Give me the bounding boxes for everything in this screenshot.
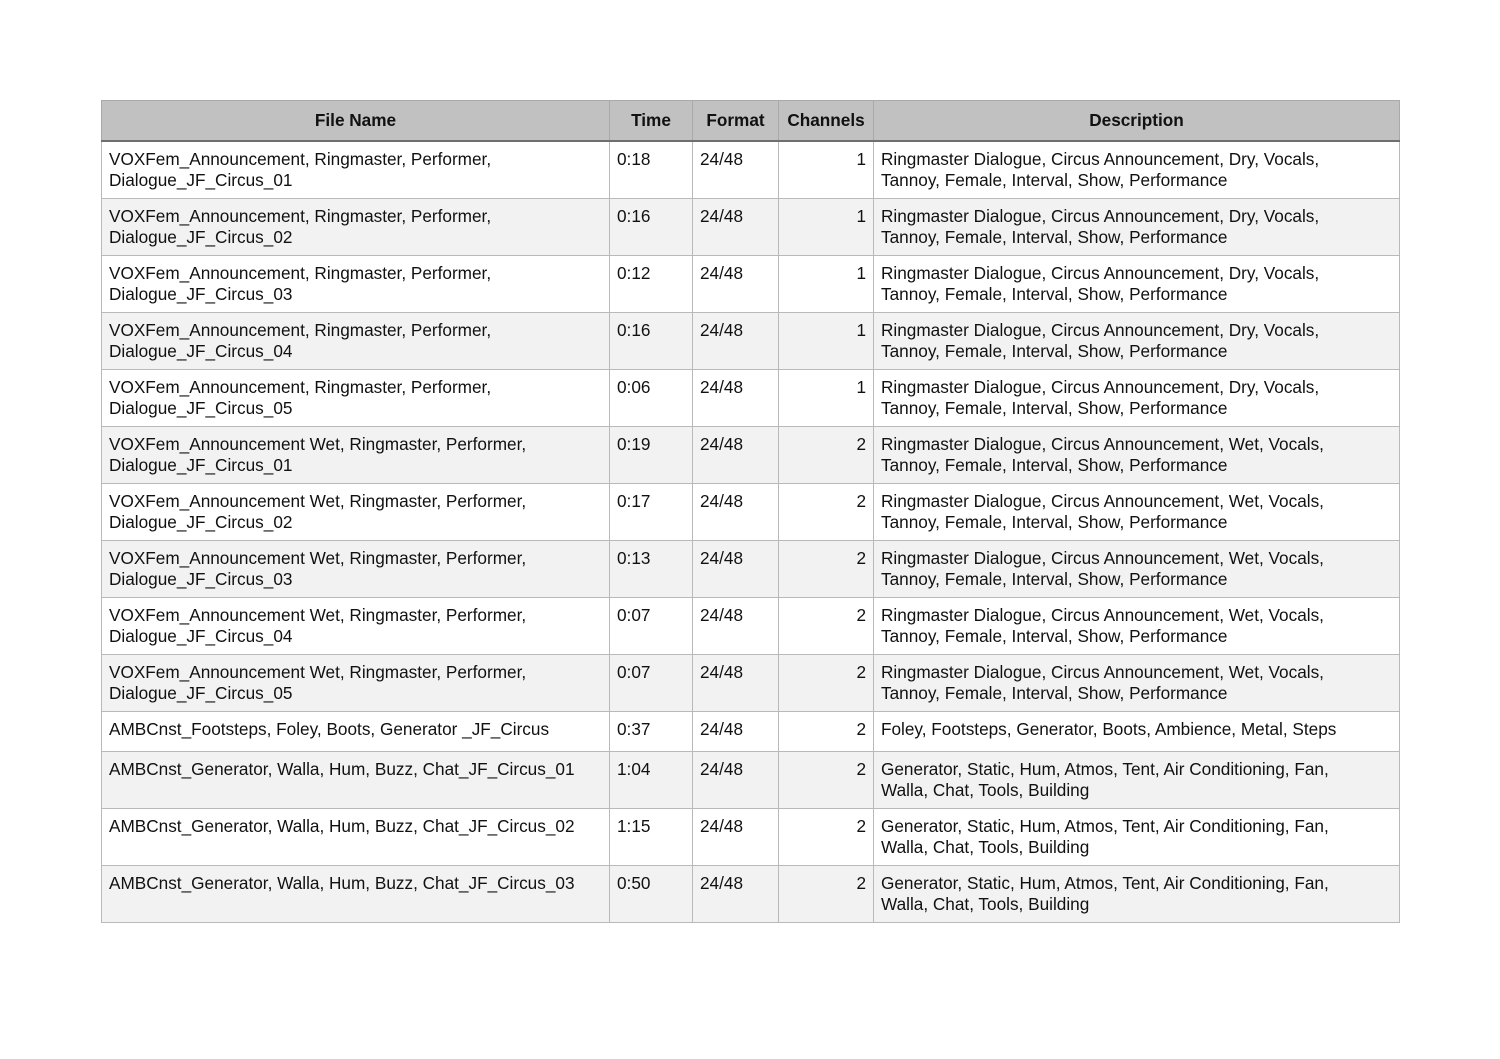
- file-name-cell: [102, 597, 610, 654]
- file-name-cell: [102, 865, 610, 922]
- table-row: [102, 312, 1400, 369]
- sound-library-sheet: [101, 100, 1399, 923]
- description-cell-line: Ringmaster Dialogue, Circus Announcement, Dry, Vocals,: [881, 319, 1320, 340]
- description-cell-line: Foley, Footsteps, Generator, Boots, Ambience, Metal, Steps: [881, 718, 1337, 739]
- file-name-cell: [102, 808, 610, 865]
- description-cell: [874, 751, 1400, 808]
- table-row: [102, 711, 1400, 751]
- file-name-cell-line: AMBCnst_Footsteps, Foley, Boots, Generator _JF_Circus: [109, 718, 550, 739]
- description-cell: [874, 483, 1400, 540]
- column-header-description: Description: [874, 101, 1400, 141]
- format-cell: 24/48: [693, 483, 779, 540]
- channels-cell: 1: [779, 369, 874, 426]
- file-name-cell-line: VOXFem_Announcement Wet, Ringmaster, Performer,: [109, 604, 527, 625]
- format-cell: 24/48: [693, 597, 779, 654]
- description-cell: [874, 369, 1400, 426]
- file-list-table: [101, 100, 1400, 923]
- file-name-cell-line: VOXFem_Announcement Wet, Ringmaster, Performer,: [109, 661, 527, 682]
- description-cell-line: Ringmaster Dialogue, Circus Announcement, Wet, Vocals,: [881, 490, 1324, 511]
- description-cell-line: Tannoy, Female, Interval, Show, Performance: [881, 626, 1228, 646]
- description-cell-line: Walla, Chat, Tools, Building: [881, 837, 1090, 857]
- description-cell-line: Ringmaster Dialogue, Circus Announcement, Dry, Vocals,: [881, 148, 1320, 169]
- file-name-cell-line: Dialogue_JF_Circus_01: [109, 170, 293, 190]
- file-name-cell-line: Dialogue_JF_Circus_05: [109, 683, 293, 703]
- format-cell: 24/48: [693, 808, 779, 865]
- time-cell: 0:17: [610, 483, 693, 540]
- file-name-cell: [102, 141, 610, 199]
- time-cell: 0:12: [610, 255, 693, 312]
- format-cell: 24/48: [693, 198, 779, 255]
- table-row: [102, 141, 1400, 199]
- description-cell: [874, 597, 1400, 654]
- table-row: [102, 255, 1400, 312]
- description-cell: [874, 654, 1400, 711]
- file-name-cell: [102, 426, 610, 483]
- time-cell: 0:37: [610, 711, 693, 751]
- description-cell-line: Tannoy, Female, Interval, Show, Performance: [881, 683, 1228, 703]
- time-cell: 0:07: [610, 654, 693, 711]
- description-cell-line: Tannoy, Female, Interval, Show, Performance: [881, 398, 1228, 418]
- format-cell: 24/48: [693, 711, 779, 751]
- table-row: [102, 865, 1400, 922]
- channels-cell: 1: [779, 141, 874, 199]
- file-name-cell-line: Dialogue_JF_Circus_01: [109, 455, 293, 475]
- time-cell: 0:13: [610, 540, 693, 597]
- format-cell: 24/48: [693, 369, 779, 426]
- file-name-cell: [102, 711, 610, 751]
- file-name-cell-line: AMBCnst_Generator, Walla, Hum, Buzz, Chat_JF_Circus_02: [109, 815, 575, 836]
- file-name-cell: [102, 369, 610, 426]
- description-cell-line: Ringmaster Dialogue, Circus Announcement, Dry, Vocals,: [881, 205, 1320, 226]
- file-name-cell: [102, 751, 610, 808]
- file-name-cell: [102, 255, 610, 312]
- description-cell: [874, 198, 1400, 255]
- description-cell-line: Generator, Static, Hum, Atmos, Tent, Air Conditioning, Fan,: [881, 815, 1329, 836]
- format-cell: 24/48: [693, 865, 779, 922]
- table-row: [102, 483, 1400, 540]
- description-cell: [874, 312, 1400, 369]
- description-cell-line: Tannoy, Female, Interval, Show, Performance: [881, 455, 1228, 475]
- format-cell: 24/48: [693, 540, 779, 597]
- description-cell-line: Ringmaster Dialogue, Circus Announcement, Wet, Vocals,: [881, 547, 1324, 568]
- file-name-cell-line: VOXFem_Announcement, Ringmaster, Performer,: [109, 205, 492, 226]
- channels-cell: 2: [779, 711, 874, 751]
- channels-cell: 2: [779, 483, 874, 540]
- file-name-cell-line: Dialogue_JF_Circus_02: [109, 227, 293, 247]
- table-row: [102, 597, 1400, 654]
- description-cell-line: Ringmaster Dialogue, Circus Announcement, Wet, Vocals,: [881, 661, 1324, 682]
- file-name-cell: [102, 198, 610, 255]
- column-header-time: Time: [610, 101, 693, 141]
- table-header-row: [102, 101, 1400, 141]
- description-cell: [874, 540, 1400, 597]
- channels-cell: 2: [779, 751, 874, 808]
- column-header-file-name: File Name: [102, 101, 610, 141]
- description-cell: [874, 255, 1400, 312]
- table-row: [102, 808, 1400, 865]
- time-cell: 0:16: [610, 198, 693, 255]
- channels-cell: 1: [779, 312, 874, 369]
- time-cell: 0:16: [610, 312, 693, 369]
- time-cell: 1:04: [610, 751, 693, 808]
- format-cell: 24/48: [693, 255, 779, 312]
- description-cell-line: Tannoy, Female, Interval, Show, Performance: [881, 227, 1228, 247]
- format-cell: 24/48: [693, 654, 779, 711]
- format-cell: 24/48: [693, 751, 779, 808]
- description-cell-line: Walla, Chat, Tools, Building: [881, 894, 1090, 914]
- time-cell: 0:19: [610, 426, 693, 483]
- table-row: [102, 426, 1400, 483]
- description-cell-line: Generator, Static, Hum, Atmos, Tent, Air Conditioning, Fan,: [881, 758, 1329, 779]
- description-cell-line: Tannoy, Female, Interval, Show, Performance: [881, 284, 1228, 304]
- file-name-cell-line: Dialogue_JF_Circus_04: [109, 626, 293, 646]
- time-cell: 0:07: [610, 597, 693, 654]
- file-name-cell-line: Dialogue_JF_Circus_03: [109, 569, 293, 589]
- description-cell-line: Ringmaster Dialogue, Circus Announcement, Wet, Vocals,: [881, 604, 1324, 625]
- file-name-cell-line: Dialogue_JF_Circus_05: [109, 398, 293, 418]
- file-name-cell: [102, 312, 610, 369]
- time-cell: 0:06: [610, 369, 693, 426]
- format-cell: 24/48: [693, 312, 779, 369]
- table-row: [102, 369, 1400, 426]
- file-name-cell-line: VOXFem_Announcement, Ringmaster, Performer,: [109, 376, 492, 397]
- file-name-cell: [102, 540, 610, 597]
- table-row: [102, 540, 1400, 597]
- file-name-cell-line: VOXFem_Announcement, Ringmaster, Performer,: [109, 262, 492, 283]
- description-cell-line: Tannoy, Female, Interval, Show, Performance: [881, 512, 1228, 532]
- description-cell-line: Ringmaster Dialogue, Circus Announcement, Dry, Vocals,: [881, 376, 1320, 397]
- description-cell-line: Ringmaster Dialogue, Circus Announcement, Dry, Vocals,: [881, 262, 1320, 283]
- file-name-cell-line: AMBCnst_Generator, Walla, Hum, Buzz, Chat_JF_Circus_03: [109, 872, 575, 893]
- column-header-channels: Channels: [779, 101, 874, 141]
- description-cell-line: Tannoy, Female, Interval, Show, Performance: [881, 170, 1228, 190]
- time-cell: 0:50: [610, 865, 693, 922]
- file-name-cell: [102, 483, 610, 540]
- column-header-format: Format: [693, 101, 779, 141]
- channels-cell: 2: [779, 597, 874, 654]
- file-name-cell-line: VOXFem_Announcement, Ringmaster, Performer,: [109, 148, 492, 169]
- file-name-cell-line: VOXFem_Announcement Wet, Ringmaster, Performer,: [109, 433, 527, 454]
- file-name-cell-line: Dialogue_JF_Circus_04: [109, 341, 293, 361]
- table-body: [102, 141, 1400, 923]
- file-name-cell-line: Dialogue_JF_Circus_03: [109, 284, 293, 304]
- time-cell: 0:18: [610, 141, 693, 199]
- format-cell: 24/48: [693, 141, 779, 199]
- file-name-cell-line: VOXFem_Announcement Wet, Ringmaster, Performer,: [109, 490, 527, 511]
- channels-cell: 2: [779, 865, 874, 922]
- description-cell-line: Tannoy, Female, Interval, Show, Performance: [881, 569, 1228, 589]
- channels-cell: 2: [779, 540, 874, 597]
- description-cell: [874, 711, 1400, 751]
- file-name-cell-line: Dialogue_JF_Circus_02: [109, 512, 293, 532]
- channels-cell: 2: [779, 426, 874, 483]
- description-cell-line: Generator, Static, Hum, Atmos, Tent, Air Conditioning, Fan,: [881, 872, 1329, 893]
- channels-cell: 2: [779, 654, 874, 711]
- time-cell: 1:15: [610, 808, 693, 865]
- file-name-cell: [102, 654, 610, 711]
- channels-cell: 1: [779, 255, 874, 312]
- description-cell-line: Ringmaster Dialogue, Circus Announcement, Wet, Vocals,: [881, 433, 1324, 454]
- description-cell: [874, 865, 1400, 922]
- description-cell: [874, 808, 1400, 865]
- file-name-cell-line: AMBCnst_Generator, Walla, Hum, Buzz, Chat_JF_Circus_01: [109, 758, 575, 779]
- table-row: [102, 654, 1400, 711]
- description-cell-line: Tannoy, Female, Interval, Show, Performance: [881, 341, 1228, 361]
- table-row: [102, 751, 1400, 808]
- file-name-cell-line: VOXFem_Announcement Wet, Ringmaster, Performer,: [109, 547, 527, 568]
- table-row: [102, 198, 1400, 255]
- description-cell: [874, 426, 1400, 483]
- file-name-cell-line: VOXFem_Announcement, Ringmaster, Performer,: [109, 319, 492, 340]
- channels-cell: 2: [779, 808, 874, 865]
- channels-cell: 1: [779, 198, 874, 255]
- description-cell: [874, 141, 1400, 199]
- format-cell: 24/48: [693, 426, 779, 483]
- description-cell-line: Walla, Chat, Tools, Building: [881, 780, 1090, 800]
